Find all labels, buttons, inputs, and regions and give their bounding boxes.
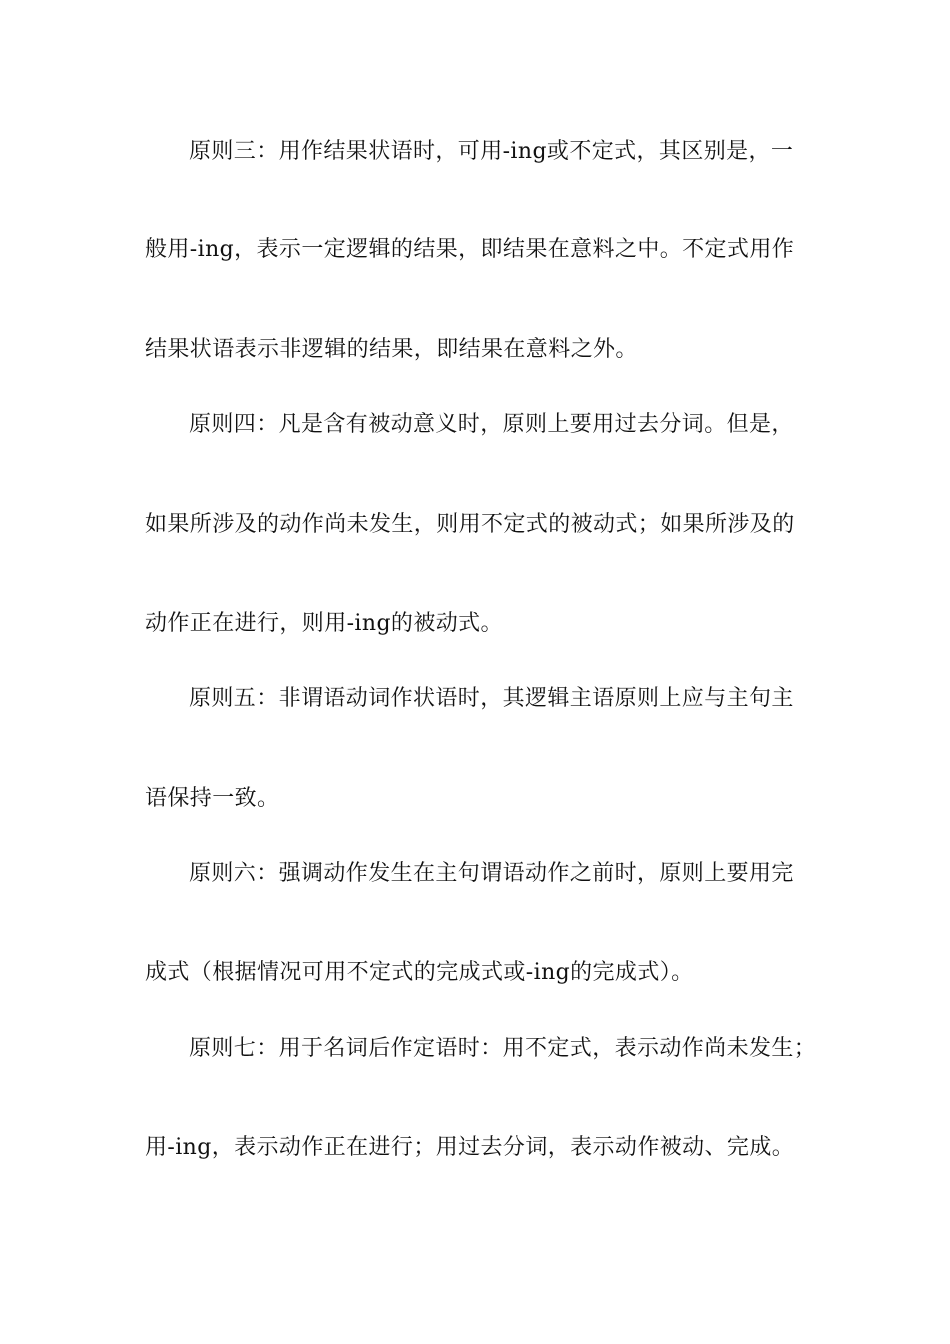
- principle-6-line-1: 原则六：强调动作发生在主句谓语动作之前时，原则上要用完: [189, 861, 794, 886]
- principle-4-line-2: 如果所涉及的动作尚未发生，则用不定式的被动式；如果所涉及的: [145, 512, 795, 537]
- principle-5-line-2: 语保持一致。: [145, 786, 280, 811]
- principle-3-line-3: 结果状语表示非逻辑的结果，即结果在意料之外。: [145, 337, 638, 362]
- principle-3-line-2: 般用-ing，表示一定逻辑的结果，即结果在意料之中。不定式用作: [145, 237, 795, 262]
- principle-7-line-1: 原则七：用于名词后作定语时：用不定式，表示动作尚未发生；: [189, 1036, 817, 1061]
- principle-3-line-1: 原则三：用作结果状语时，可用-ing或不定式，其区别是，一: [189, 139, 794, 164]
- principle-5-line-1: 原则五：非谓语动词作状语时，其逻辑主语原则上应与主句主: [189, 686, 794, 711]
- principle-7-line-2: 用-ing，表示动作正在进行；用过去分词，表示动作被动、完成。: [145, 1135, 795, 1160]
- principle-4-line-1: 原则四：凡是含有被动意义时，原则上要用过去分词。但是，: [189, 412, 794, 437]
- principle-4-line-3: 动作正在进行，则用-ing的被动式。: [145, 611, 503, 636]
- principle-6-line-2: 成式（根据情况可用不定式的完成式或-ing的完成式）。: [145, 960, 694, 985]
